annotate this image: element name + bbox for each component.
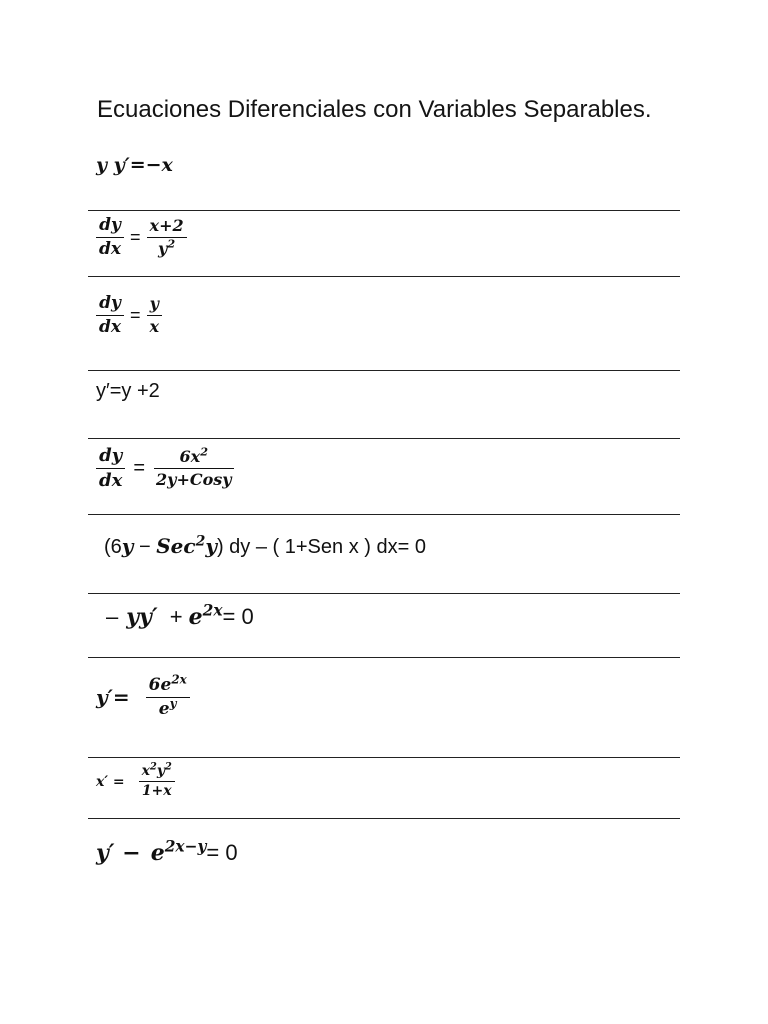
equation-2-rhs-fraction	[147, 217, 187, 257]
equation-2-lhs-fraction	[96, 216, 124, 258]
divider-line	[88, 657, 680, 658]
numerator-exponent: 2	[164, 761, 172, 773]
fraction-numerator: dy	[96, 216, 124, 238]
equation-1	[96, 154, 173, 176]
equation-6-part: ) dy – ( 1+Sen x ) dx= 0	[216, 536, 426, 558]
equation-7-part: e	[188, 604, 203, 630]
numerator-part: y	[156, 763, 165, 779]
fraction-denominator: 1+x	[141, 783, 172, 800]
divider-line	[88, 818, 680, 819]
divider-line	[88, 593, 680, 594]
equation-9-lhs: x′ =	[96, 773, 125, 790]
numerator-base: 6x	[179, 447, 201, 467]
divider-line	[88, 370, 680, 371]
equation-10-base: e	[150, 840, 165, 866]
denominator-base: y	[158, 238, 168, 258]
equation-3	[96, 294, 162, 336]
denominator-base: e	[158, 698, 170, 719]
equation-7-part: +	[169, 604, 183, 629]
fraction-denominator: dx	[99, 469, 123, 491]
equation-4	[96, 380, 160, 403]
fraction-numerator	[139, 761, 175, 782]
equation-8	[96, 672, 190, 719]
equation-7-part: yy′	[126, 604, 158, 630]
equation-2	[96, 216, 187, 258]
divider-line	[88, 276, 680, 277]
fraction-numerator: x+2	[147, 217, 187, 238]
numerator-base: 6e	[148, 675, 172, 695]
equation-6-part: −	[133, 536, 157, 558]
equation-3-lhs-fraction	[96, 294, 124, 336]
denominator-exponent: y	[169, 696, 177, 711]
fraction-denominator: dx	[99, 316, 122, 337]
fraction-denominator	[155, 238, 178, 258]
equation-7-part: = 0	[222, 604, 254, 629]
equation-1-text: y y′=−x	[96, 154, 173, 176]
numerator-exponent: 2x	[171, 672, 187, 687]
fraction-numerator: dy	[96, 294, 124, 316]
equation-6-exponent: 2	[195, 533, 206, 550]
fraction-numerator	[154, 444, 234, 469]
numerator-exponent: 2	[150, 761, 157, 773]
equation-5-lhs-fraction	[96, 446, 125, 491]
divider-line	[88, 438, 680, 439]
fraction-denominator: 2y+Cosy	[156, 469, 232, 489]
equals-sign: =	[130, 226, 141, 247]
equation-7-part: –	[106, 604, 119, 629]
equation-6-part: Sec	[156, 534, 196, 558]
equation-7	[106, 601, 254, 630]
divider-line	[88, 514, 680, 515]
divider-line	[88, 210, 680, 211]
equation-6-part: y	[205, 534, 217, 558]
equation-6-part: y	[121, 534, 134, 558]
divider-line	[88, 757, 680, 758]
fraction-numerator: y	[147, 295, 162, 316]
equation-10-exponent: 2x−y	[164, 837, 207, 856]
equation-7-exponent: 2x	[202, 601, 223, 620]
numerator-exponent: 2	[200, 444, 209, 459]
equation-10	[96, 837, 238, 866]
equation-6-part: (6	[104, 536, 122, 558]
equation-5	[96, 446, 235, 491]
equation-4-text: y′=y +2	[96, 380, 160, 402]
fraction-numerator: dy	[96, 446, 125, 469]
denominator-exponent: 2	[167, 236, 176, 251]
equals-sign: =	[130, 304, 141, 325]
fraction-denominator: dx	[99, 238, 122, 259]
equation-9-rhs-fraction	[139, 761, 175, 800]
equation-3-rhs-fraction	[147, 295, 163, 335]
equation-8-rhs-fraction	[146, 672, 190, 719]
equation-8-lhs: y′=	[96, 685, 130, 710]
fraction-numerator	[146, 672, 190, 698]
equals-sign: =	[133, 456, 146, 479]
fraction-denominator: x	[149, 316, 160, 336]
equation-5-rhs-fraction	[153, 444, 235, 489]
fraction-denominator	[156, 698, 180, 719]
numerator-part: x	[141, 763, 151, 779]
equation-10-lhs: y′ −	[96, 840, 141, 866]
page-title: Ecuaciones Diferenciales con Variables Separables.	[97, 96, 652, 123]
equation-6	[104, 534, 426, 559]
equation-9	[96, 761, 175, 800]
equation-10-tail: = 0	[206, 840, 238, 865]
